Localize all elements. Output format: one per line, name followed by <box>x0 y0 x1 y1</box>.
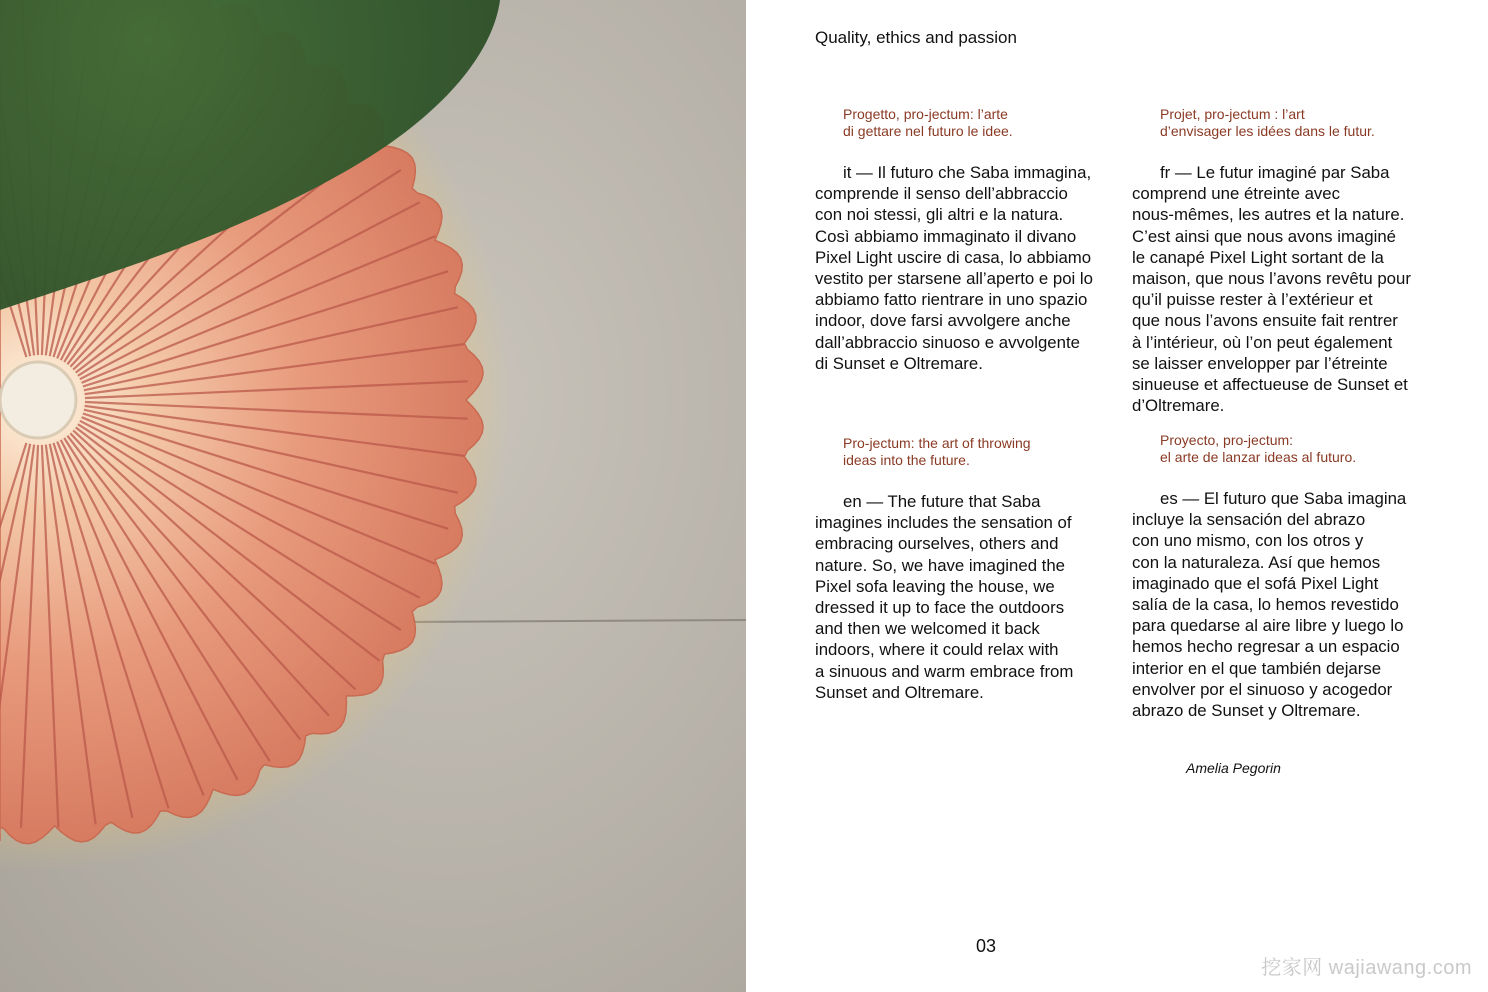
body-english: en — The future that Saba imagines includes the sensation of embracing ourselves, others and nature. So, we have imagined the Pixel sofa leaving the house, we dressed it up to face the outdoors and then we welcomed it back indoors, where it could relax with a sinuous and warm embrace from Sunset and Oltremare. <box>815 492 1074 702</box>
watermark: 挖家网 wajiawang.com <box>1261 957 1472 979</box>
column-italian <box>815 106 1125 374</box>
page-number: 03 <box>976 936 997 956</box>
body-spanish: es — El futuro que Saba imagina incluye la sensación del abrazo con uno mismo, con los otros y con la naturaleza. Así que hemos imaginado que el sofá Pixel Light salía de la casa, lo hemos revestido para quedarse al aire libre y luego lo hemos hecho regresar a un espacio interior en el que también dejarse envolver por el sinuoso y acogedor abrazo de Sunset y Oltremare. <box>1132 489 1407 721</box>
body-italian: it — Il futuro che Saba immagina, comprende il senso dell’abbraccio con noi stessi, gli altri e la natura. Così abbiamo immaginato il divano Pixel Light uscire di casa, lo abbiamo vestito per starsene all’aperto e poi lo abbiamo fatto rientrare in uno spazio indoor, dove farsi avvolgere anche dall’abbraccio sinuoso e avvolgente di Sunset e Oltremare. <box>815 163 1093 373</box>
running-title: Quality, ethics and passion <box>815 28 1017 47</box>
subhead-italian: Progetto, pro-jectum: l’arte di gettare nel futuro le idee. <box>843 106 1013 139</box>
text-page <box>746 0 1488 992</box>
column-french <box>1132 106 1442 416</box>
column-spanish <box>1132 432 1442 721</box>
body-french: fr — Le futur imaginé par Saba comprend une étreinte avec nous-mêmes, les autres et la nature. C’est ainsi que nous avons imaginé le canapé Pixel Light sortant de la maison, que nous l’avons revêtu pour qu’il puisse rester à l’extérieur et que nous l’avons ensuite fait rentrer à l’intérieur, où l’on peut également se laisser envelopper par l’étreinte sinueuse et affectueuse de Sunset et d’Oltremare. <box>1132 163 1411 416</box>
subhead-english: Pro-jectum: the art of throwing ideas into the future. <box>843 435 1031 468</box>
author-signature: Amelia Pegorin <box>1186 760 1281 776</box>
subhead-french: Projet, pro-jectum : l’art d’envisager les idées dans le futur. <box>1160 106 1375 139</box>
subhead-spanish: Proyecto, pro-jectum: el arte de lanzar ideas al futuro. <box>1160 432 1357 465</box>
column-english <box>815 435 1125 703</box>
